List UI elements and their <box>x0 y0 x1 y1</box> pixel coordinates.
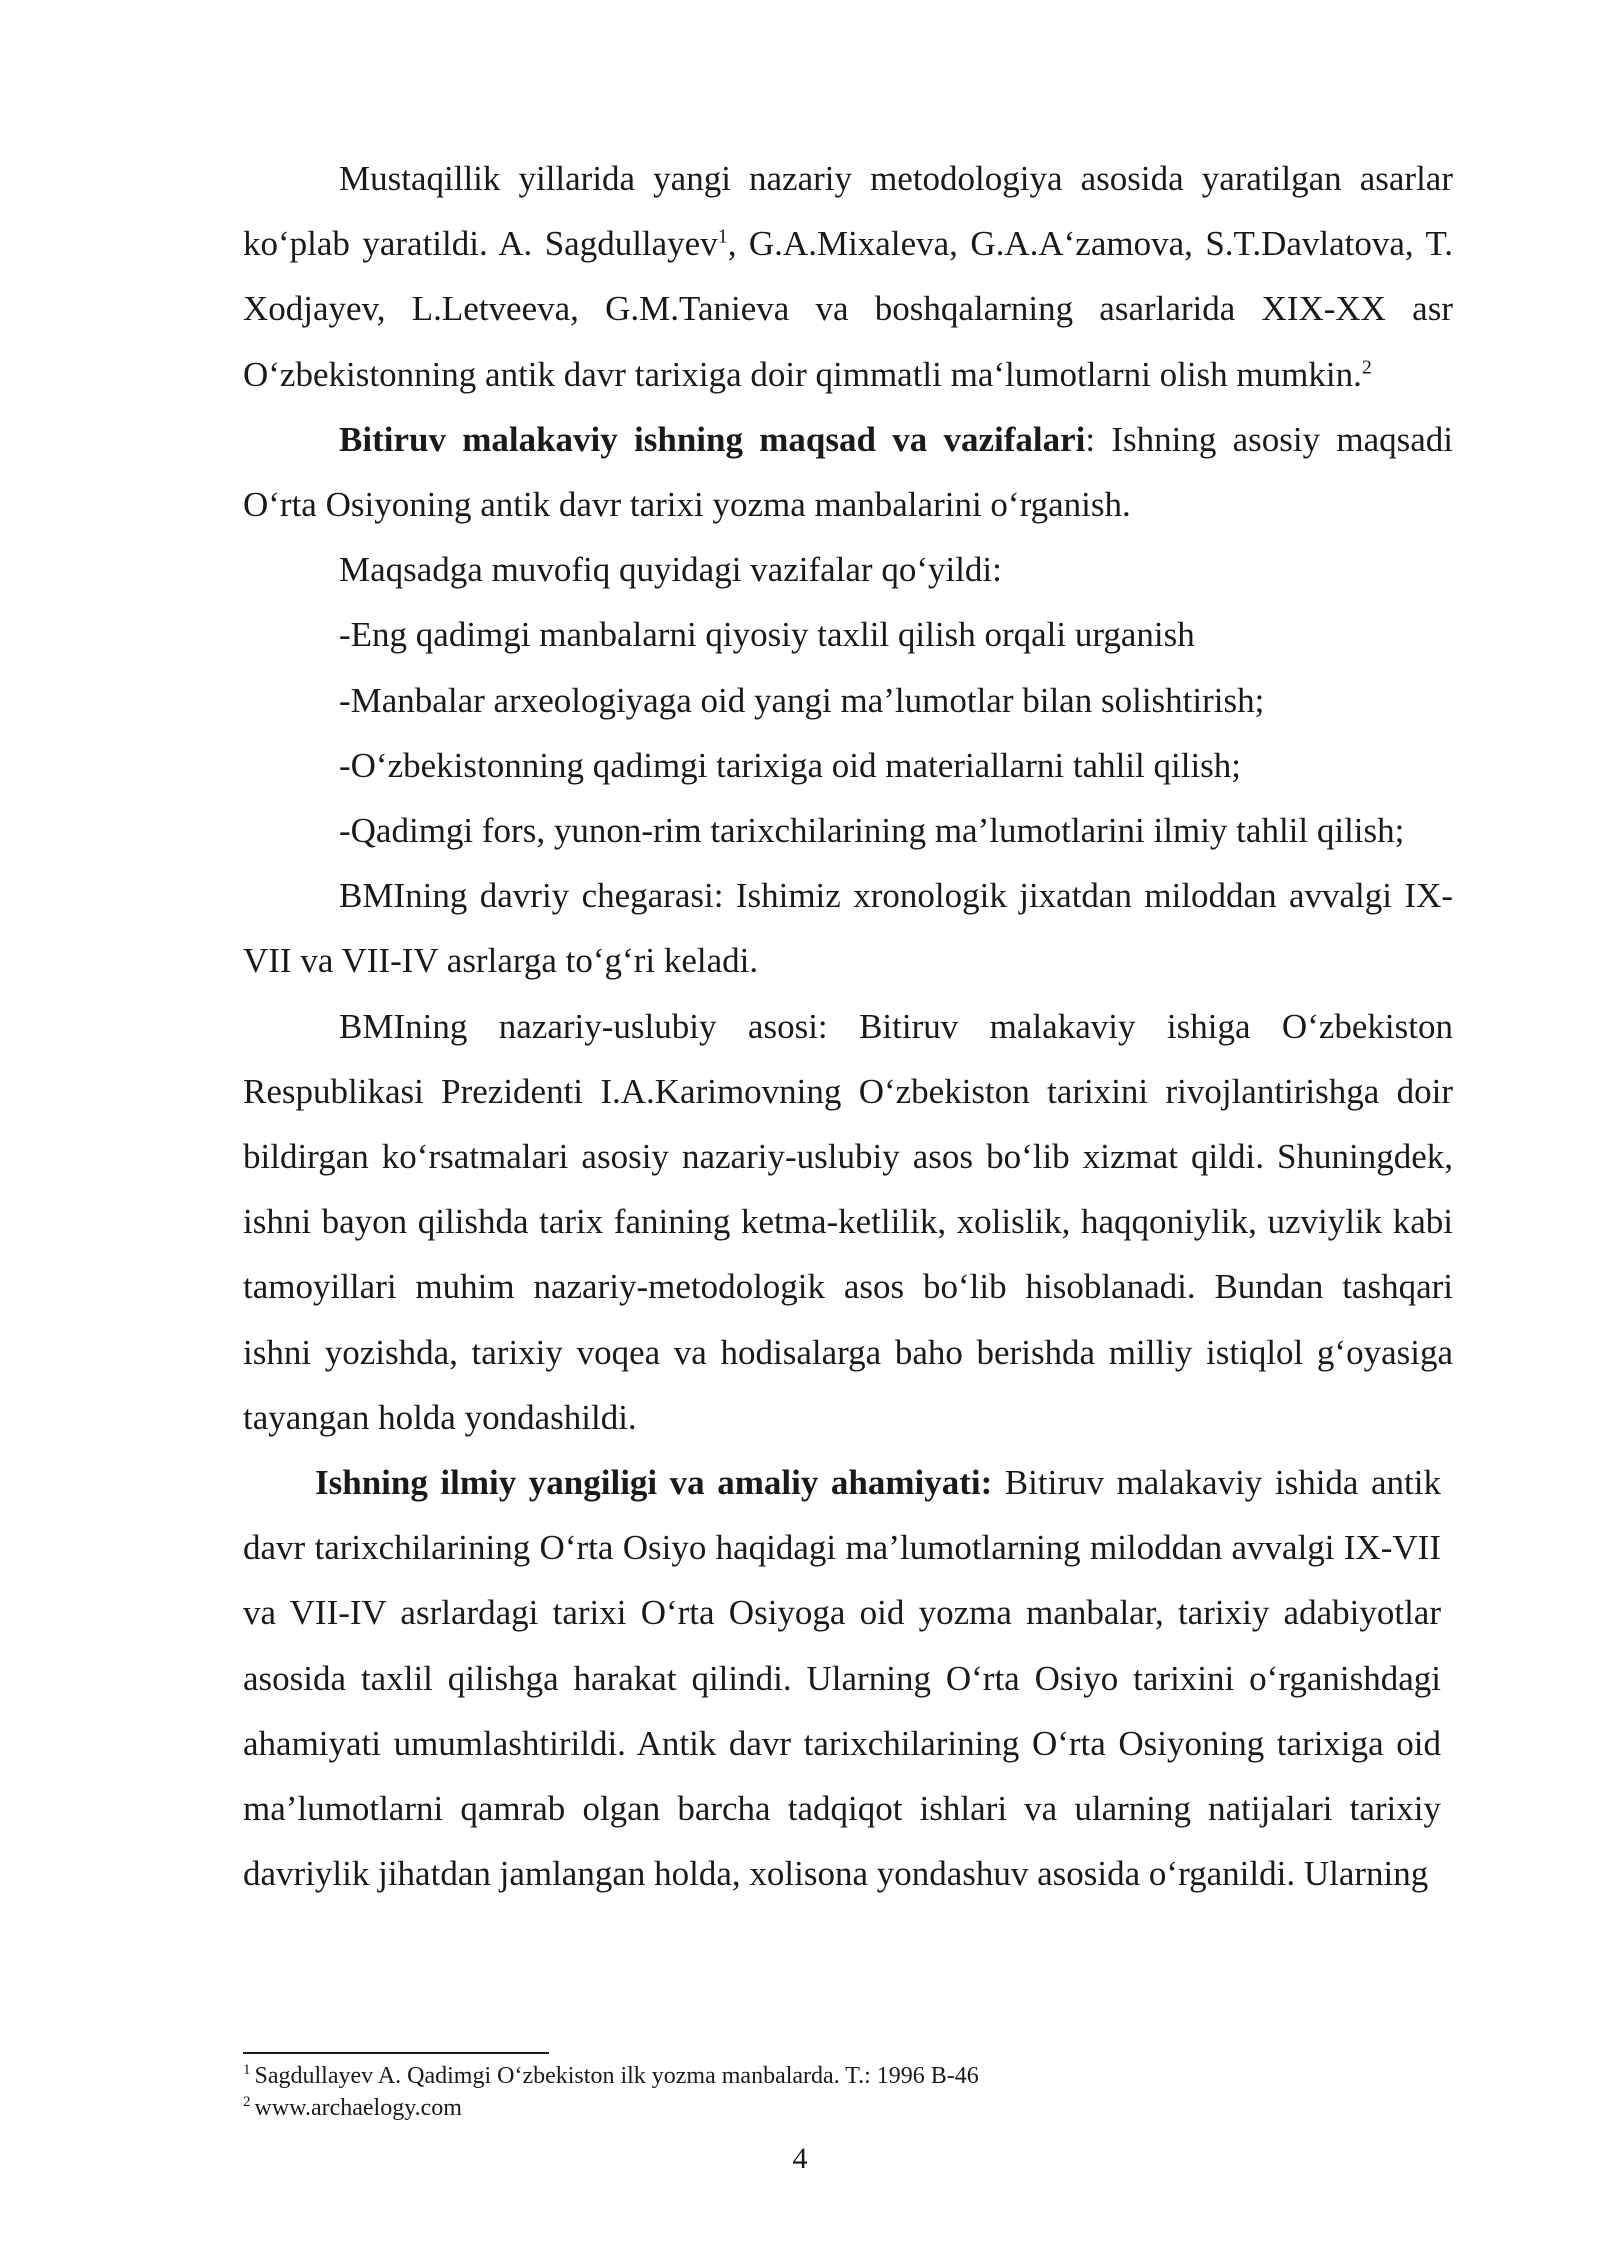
footnote-reference-2[interactable]: 2 <box>1361 355 1372 378</box>
footnote-text: Sagdullayev A. Qadimgi O‘zbekiston ilk yozma manbalarda. T.: 1996 B-46 <box>254 2063 979 2089</box>
footnote-number: 2 <box>243 2094 251 2110</box>
section-heading-goals: Bitiruv malakaviy ishning maqsad va vazifalari <box>339 419 1086 459</box>
main-text <box>243 146 1453 1906</box>
footnote-number: 1 <box>243 2062 251 2078</box>
paragraph-text: : Ishning asosiy maqsadi O‘rta Osiyoning antik davr tarixi yozma manbalarini o‘rganish. <box>243 419 1453 525</box>
task-item: -Eng qadimgi manbalarni qiyosiy taxlil qilish orqali urganish <box>339 615 1195 655</box>
paragraph-text: Bitiruv malakaviy ishida antik davr tarixchilarining O‘rta Osiyo haqidagi ma’lumotlarning miloddan avvalgi IX-VII va VII-IV asrlardagi tarixi O‘rta Osiyoga oid yozma manbalar, tarixiy adabiyotlar asosida taxlil qilishga harakat qilindi. Ularning O‘rta Osiyo tarixini o‘rganishdagi ahamiyati umumlashtirildi. Antik davr tarixchilarining O‘rta Osiyoning tarixiga oid ma’lumotlarni qamrab olgan barcha tadqiqot ishlari va ularning natijalari tarixiy davriylik jihatdan jamlangan holda, xolisona yondashuv asosida o‘rganildi. Ularning <box>243 1463 1441 1894</box>
footnotes <box>243 2060 1443 2124</box>
footnote-2 <box>243 2092 1443 2124</box>
paragraph-chronology: BMIning davriy chegarasi: Ishimiz xronologik jixatdan miloddan avvalgi IX-VII va VII-IV asrlarga to‘g‘ri keladi. <box>243 876 1453 981</box>
task-item: -O‘zbekistonning qadimgi tarixiga oid materiallarni tahlil qilish; <box>339 745 1242 785</box>
paragraph-goals <box>243 407 1453 537</box>
paragraph-text: Mustaqillik yillarida yangi nazariy metodologiya asosida yaratilgan asarlar ko‘plab yaratildi. A. Sagdullayev <box>243 159 1453 264</box>
page-number: 4 <box>792 2142 808 2175</box>
footnote-link[interactable]: www.archaelogy.com <box>254 2095 462 2121</box>
footnote-reference-1[interactable]: 1 <box>717 225 728 248</box>
footnote-separator <box>243 2052 549 2054</box>
footnote-1 <box>243 2060 1443 2092</box>
task-item: -Qadimgi fors, yunon-rim tarixchilarining ma’lumotlarini ilmiy tahlil qilish; <box>339 811 1405 851</box>
section-heading-novelty: Ishning ilmiy yangiligi va amaliy ahamiyati: <box>315 1463 993 1503</box>
task-item: -Manbalar arxeologiyaga oid yangi ma’lumotlar bilan solishtirish; <box>339 680 1265 720</box>
paragraph-text: , G.A.Mixaleva, G.A.A‘zamova, S.T.Davlatova, T. Xodjayev, L.Letveeva, G.M.Tanieva va boshqalarning asarlarida XIX-XX asr O‘zbekistonning antik davr tarixiga doir qimmatli ma‘lumotlarni olish mumkin. <box>243 224 1453 394</box>
paragraph-tasks-intro: Maqsadga muvofiq quyidagi vazifalar qo‘yildi: <box>339 550 1002 590</box>
paragraph-novelty <box>243 1450 1441 1906</box>
paragraph-literature <box>243 146 1453 407</box>
paragraph-methodology: BMIning nazariy-uslubiy asosi: Bitiruv malakaviy ishiga O‘zbekiston Respublikasi Prezidenti I.A.Karimovning O‘zbekiston tarixini rivojlantirishga doir bildirgan ko‘rsatmalari asosiy nazariy-uslubiy asos bo‘lib xizmat qildi. Shuningdek, ishni bayon qilishda tarix fanining ketma-ketlilik, xolislik, haqqoniylik, uzviylik kabi tamoyillari muhim nazariy-metodologik asos bo‘lib hisoblanadi. Bundan tashqari ishni yozishda, tarixiy voqea va hodisalarga baho berishda milliy istiqlol g‘oyasiga tayangan holda yondashildi. <box>243 1006 1453 1437</box>
